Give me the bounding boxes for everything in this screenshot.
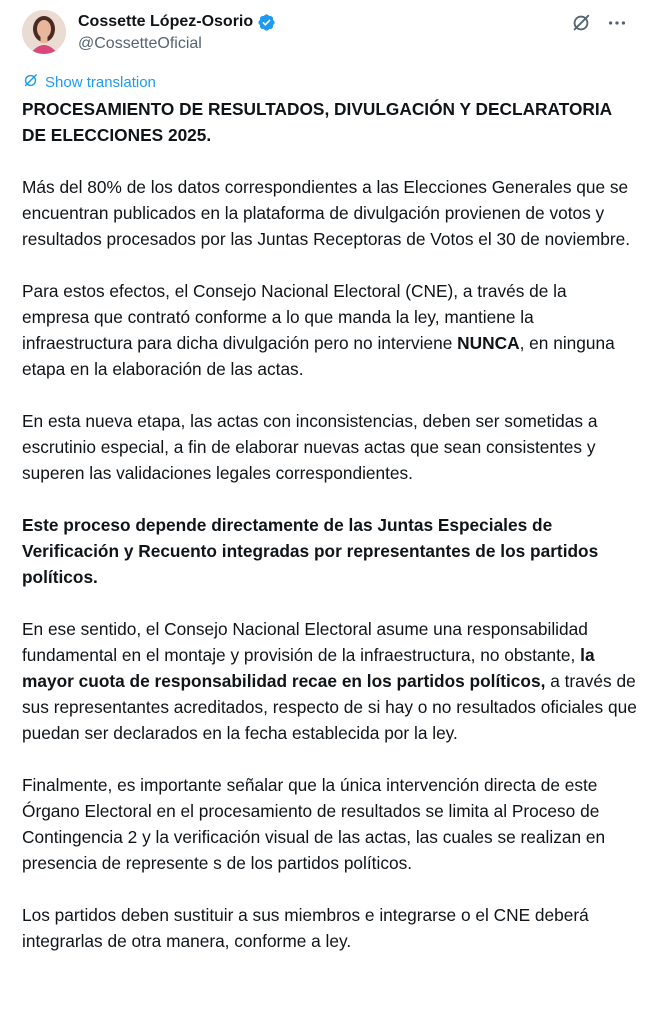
paragraph-5-b: a través de sus representantes acreditados, respecto de si hay o no resultados oficiales que puedan ser declarados en la fecha establecida por la ley. bbox=[22, 671, 637, 743]
paragraph-5-bold: la mayor cuota de responsabilidad recae en los partidos políticos, bbox=[22, 645, 595, 691]
paragraph-6: Finalmente, es importante señalar que la única intervención directa de este Órgano Electoral en el procesamiento de resultados se limita al Proceso de Contingencia 2 y la verificación visual de las actas, las cuales se realizan en presencia de represente s de los partidos políticos. bbox=[22, 775, 606, 873]
show-translation-label[interactable]: Show translation bbox=[45, 74, 156, 91]
verified-badge-icon bbox=[257, 13, 276, 32]
paragraph-5-a: En ese sentido, el Consejo Nacional Electoral asume una responsabilidad fundamental en el montaje y provisión de la infraestructura, no obstante, bbox=[22, 619, 588, 665]
paragraph-2 bbox=[22, 278, 637, 382]
author-handle[interactable]: @CossetteOficial bbox=[78, 35, 202, 52]
tweet-text bbox=[22, 96, 637, 980]
author-block bbox=[78, 11, 276, 53]
paragraph-2-b: , en ninguna etapa en la elaboración de las actas. bbox=[22, 333, 615, 379]
avatar[interactable] bbox=[22, 10, 66, 54]
tweet-title: PROCESAMIENTO DE RESULTADOS, DIVULGACIÓN Y DECLARATORIA DE ELECCIONES 2025. bbox=[22, 99, 612, 145]
paragraph-5 bbox=[22, 616, 637, 746]
grok-icon[interactable] bbox=[570, 12, 592, 34]
paragraph-1: Más del 80% de los datos correspondientes a las Elecciones Generales que se encuentran publicados en la plataforma de divulgación provienen de votos y resultados procesados por las Juntas Receptoras de Votos el 30 de noviembre. bbox=[22, 177, 631, 249]
paragraph-3: En esta nueva etapa, las actas con inconsistencias, deben ser sometidas a escrutinio especial, a fin de elaborar nuevas actas que sean consistentes y superen las validaciones legales correspondientes. bbox=[22, 411, 598, 483]
paragraph-4 bbox=[22, 512, 637, 590]
more-icon[interactable] bbox=[606, 12, 628, 34]
author-name[interactable]: Cossette López-Osorio bbox=[78, 13, 254, 30]
show-translation-link[interactable] bbox=[22, 72, 156, 93]
tweet-header bbox=[22, 6, 628, 58]
paragraph-4-bold: Este proceso depende directamente de las Juntas Especiales de Verificación y Recuento integradas por representantes de los partidos políticos. bbox=[22, 515, 599, 587]
tweet-actions bbox=[570, 12, 628, 34]
paragraph-2-a: Para estos efectos, el Consejo Nacional Electoral (CNE), a través de la empresa que contrató conforme a lo que manda la ley, mantiene la infraestructura para dicha divulgación pero no interviene bbox=[22, 281, 567, 353]
translate-icon bbox=[22, 72, 45, 93]
paragraph-7: Los partidos deben sustituir a sus miembros e integrarse o el CNE deberá integrarlas de otra manera, conforme a ley. bbox=[22, 905, 589, 951]
paragraph-2-bold: NUNCA bbox=[457, 333, 520, 353]
